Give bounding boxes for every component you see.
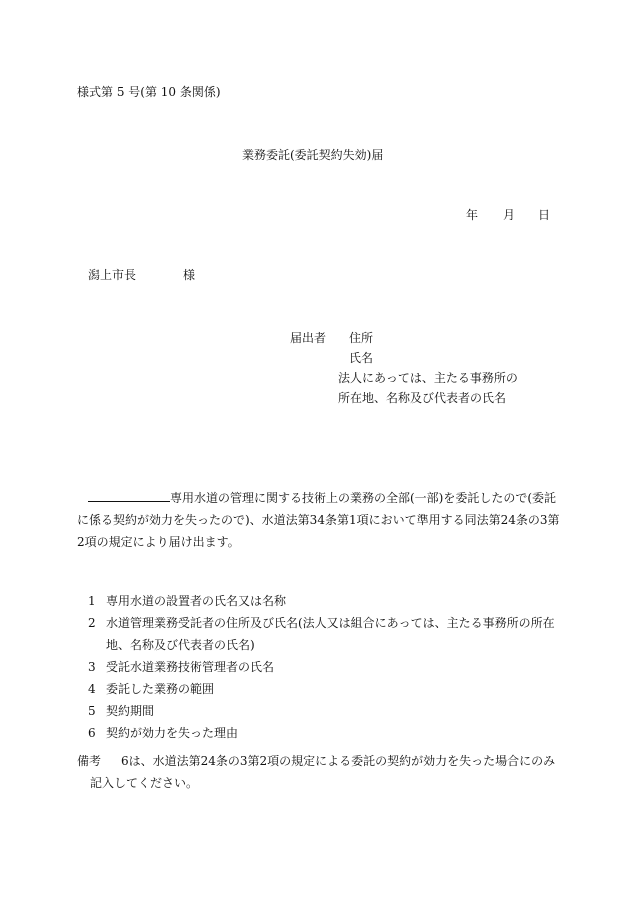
list-item [77, 700, 567, 722]
item-text: 契約が効力を失った理由 [106, 726, 239, 740]
body-paragraph [77, 487, 562, 553]
list-item [77, 656, 567, 678]
item-text: 受託水道業務技術管理者の氏名 [106, 660, 275, 674]
item-number: 3 [88, 660, 96, 674]
addressee-name: 潟上市長 [88, 268, 137, 282]
item-number: 5 [88, 704, 96, 718]
item-number: 4 [88, 682, 96, 696]
list-item [77, 678, 567, 700]
remarks-label: 備考 [77, 754, 102, 768]
document-title: 業務委託(委託契約失効)届 [242, 148, 384, 162]
list-item [77, 722, 567, 744]
item-text: 専用水道の設置者の氏名又は名称 [106, 594, 287, 608]
list-item [77, 590, 567, 612]
blank-fill-line [88, 489, 170, 502]
remarks-text: 6は、水道法第24条の3第2項の規定による委託の契約が効力を失った場合にのみ記入してください。 [90, 754, 556, 790]
date-day-label: 日 [538, 208, 551, 222]
date-month-label: 月 [503, 208, 516, 222]
address-label: 住所 [349, 331, 374, 345]
corporate-note-line-1: 法人にあっては、主たる事務所の [338, 371, 518, 385]
corporate-note-line-2: 所在地、名称及び代表者の氏名 [338, 391, 507, 405]
date-year-label: 年 [466, 208, 479, 222]
item-number: 1 [88, 594, 96, 608]
item-text: 契約期間 [106, 704, 155, 718]
body-text: 専用水道の管理に関する技術上の業務の全部(一部)を委託したので(委託に係る契約が効力を失ったので)、水道法第34条第1項において準用する同法第24条の3第2項の規定により届け出ます。 [77, 491, 560, 549]
item-text: 水道管理業務受託者の住所及び氏名(法人又は組合にあっては、主たる事務所の所在地、名称及び代表者の氏名) [106, 616, 555, 652]
remarks-section [77, 750, 567, 794]
list-item [77, 612, 567, 656]
item-list [77, 590, 567, 744]
addressee-suffix: 様 [183, 268, 196, 282]
item-number: 2 [88, 616, 96, 630]
name-label: 氏名 [349, 351, 374, 365]
item-number: 6 [88, 726, 96, 740]
item-text: 委託した業務の範囲 [106, 682, 215, 696]
form-number: 様式第 5 号(第 10 条関係) [77, 85, 221, 99]
notifier-label: 届出者 [290, 331, 327, 345]
